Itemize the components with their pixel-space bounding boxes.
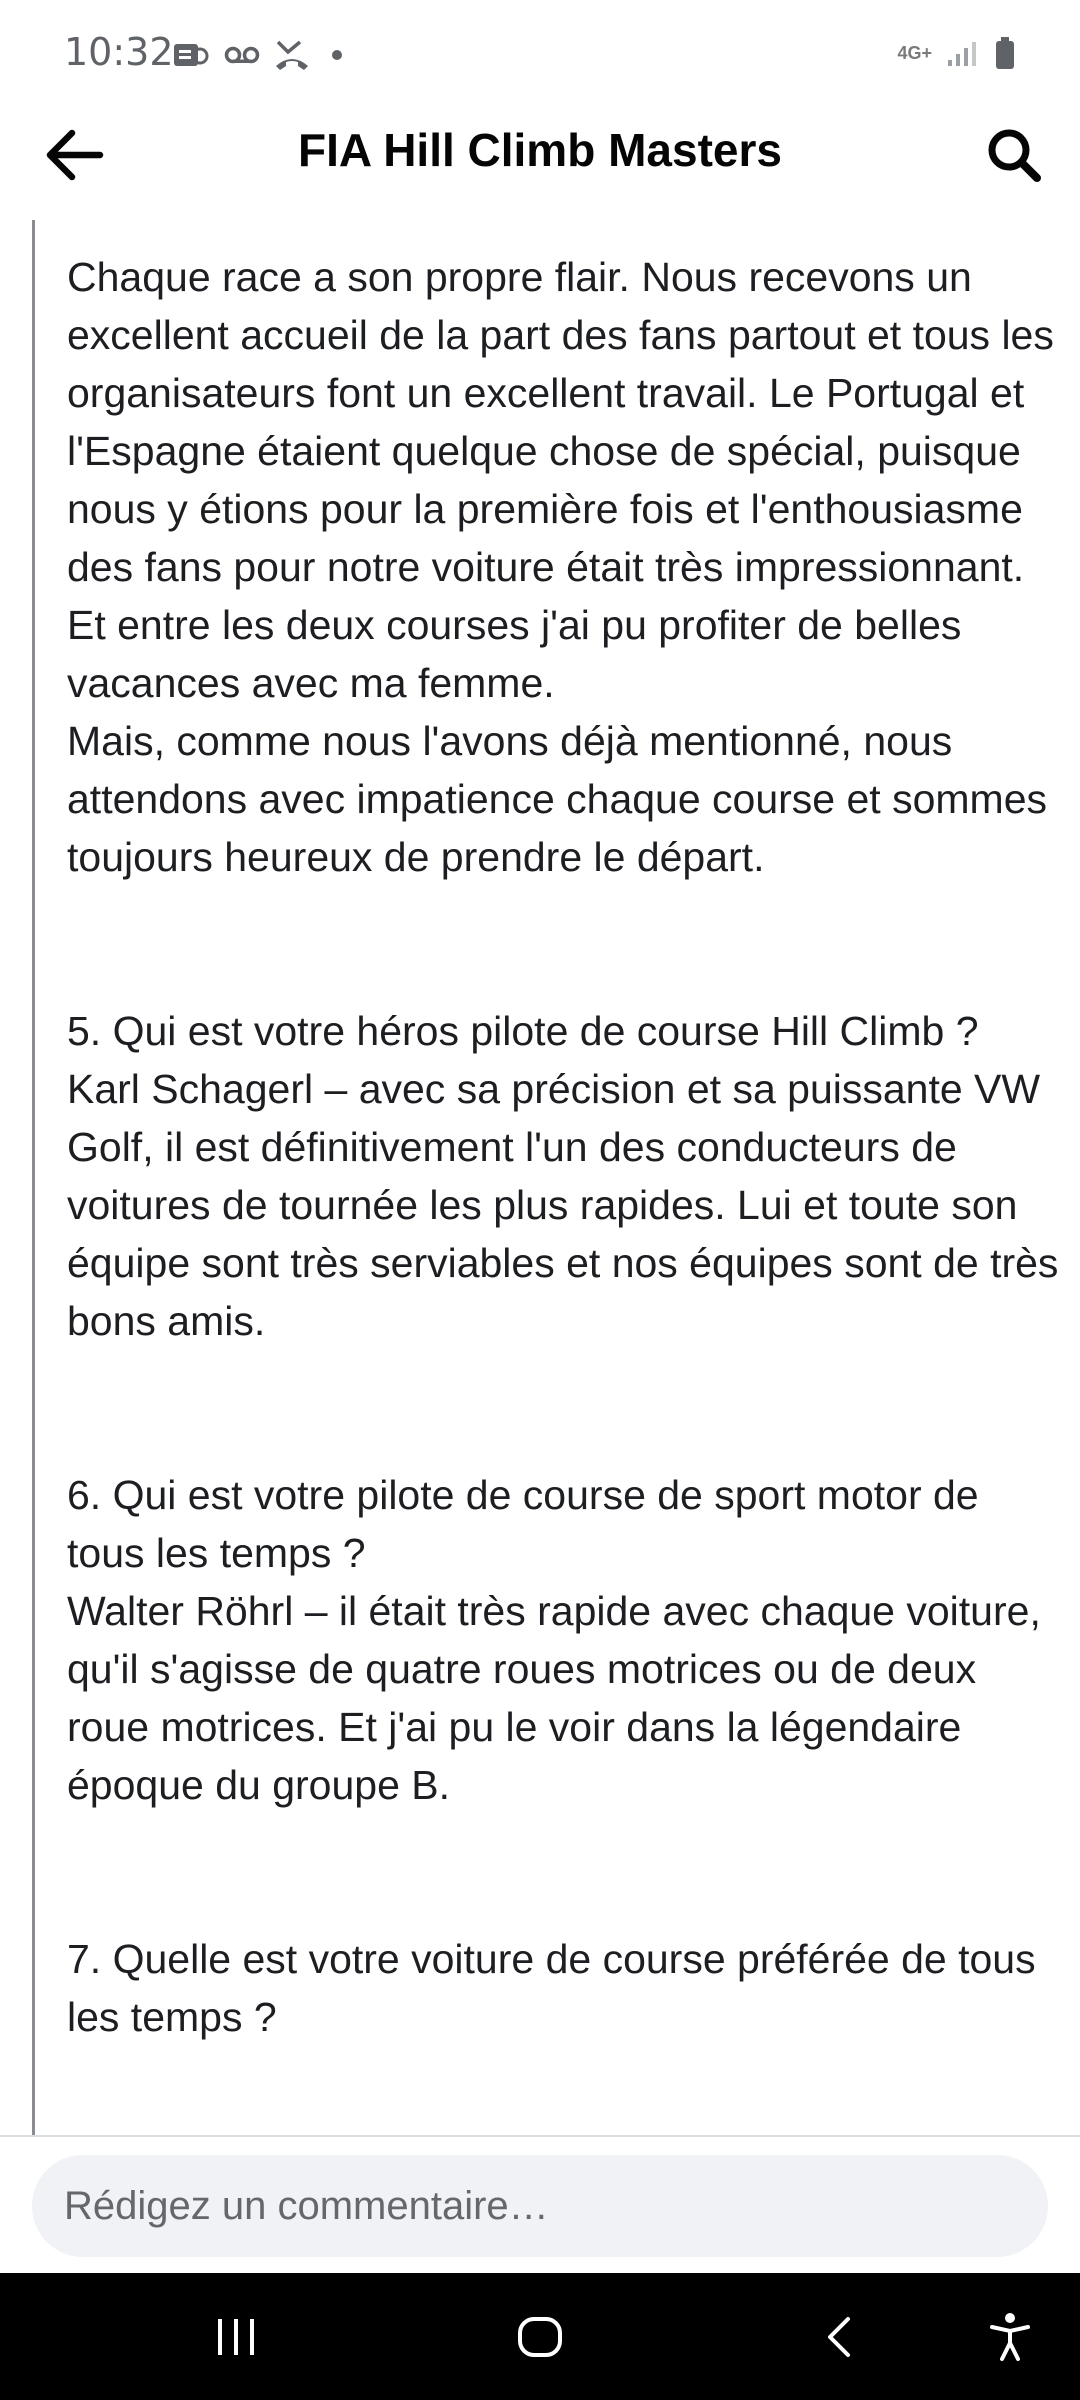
post-content[interactable]: [0, 220, 1080, 2135]
status-system-icons: [897, 36, 1016, 70]
comment-input[interactable]: [32, 2155, 1048, 2257]
voicemail-icon: [224, 45, 260, 65]
search-button[interactable]: [974, 115, 1054, 195]
voicemail-card-icon: [172, 40, 210, 70]
accessibility-button[interactable]: [970, 2297, 1050, 2377]
article-paragraph: 7. Quelle est votre voiture de course préférée de tous les temps ?: [67, 1936, 1036, 2040]
article-paragraph: Chaque race a son propre flair. Nous recevons un excellent accueil de la part des fans partout et tous les organisateurs font un excellent travail. Le Portugal et l'Espagne étaient quelque chose de spécial, puisque nous y étions pour la première fois et l'enthousiasme des fans pour notre voiture était très impressionnant. Et entre les deux courses j'ai pu profiter de belles vacances avec ma femme. Mais, comme nous l'avons déjà mentionné, nous attendons avec impatience chaque course et sommes toujours heureux de prendre le départ.: [67, 254, 1054, 880]
home-icon: [516, 2313, 564, 2361]
network-type: 4G+: [897, 42, 932, 63]
system-nav-bar: [0, 2273, 1080, 2400]
comment-composer: [0, 2135, 1080, 2275]
back-icon: [820, 2313, 860, 2361]
page-title: FIA Hill Climb Masters: [298, 124, 782, 176]
back-nav-button[interactable]: [800, 2297, 880, 2377]
article-paragraph: 6. Qui est votre pilote de course de sport motor de tous les temps ? Walter Röhrl – il était très rapide avec chaque voiture, qu'il s'agisse de quatre roues motrices ou de deux roue motrices. Et j'ai pu le voir dans la légendaire époque du groupe B.: [67, 1472, 1041, 1808]
signal-icon: [946, 38, 980, 68]
status-time: 10:32: [64, 30, 174, 74]
app-bar: [0, 95, 1080, 215]
status-notification-icons: [172, 38, 342, 72]
recent-apps-icon: [214, 2315, 258, 2359]
accessibility-icon: [988, 2311, 1032, 2363]
missed-call-icon: [274, 38, 310, 72]
home-button[interactable]: [500, 2297, 580, 2377]
recent-apps-button[interactable]: [196, 2297, 276, 2377]
article-paragraph: 5. Qui est votre héros pilote de course Hill Climb ? Karl Schagerl – avec sa précision et sa puissante VW Golf, il est définitivement l'un des conducteurs de voitures de tournée les plus rapides. Lui et toute son équipe sont très serviables et nos équipes sont de très bons amis.: [67, 1008, 1059, 1344]
article-body: [67, 220, 1067, 2104]
notification-dot: [332, 50, 342, 60]
thread-rule: [32, 220, 35, 2135]
search-icon: [986, 127, 1042, 183]
battery-icon: [994, 36, 1016, 70]
